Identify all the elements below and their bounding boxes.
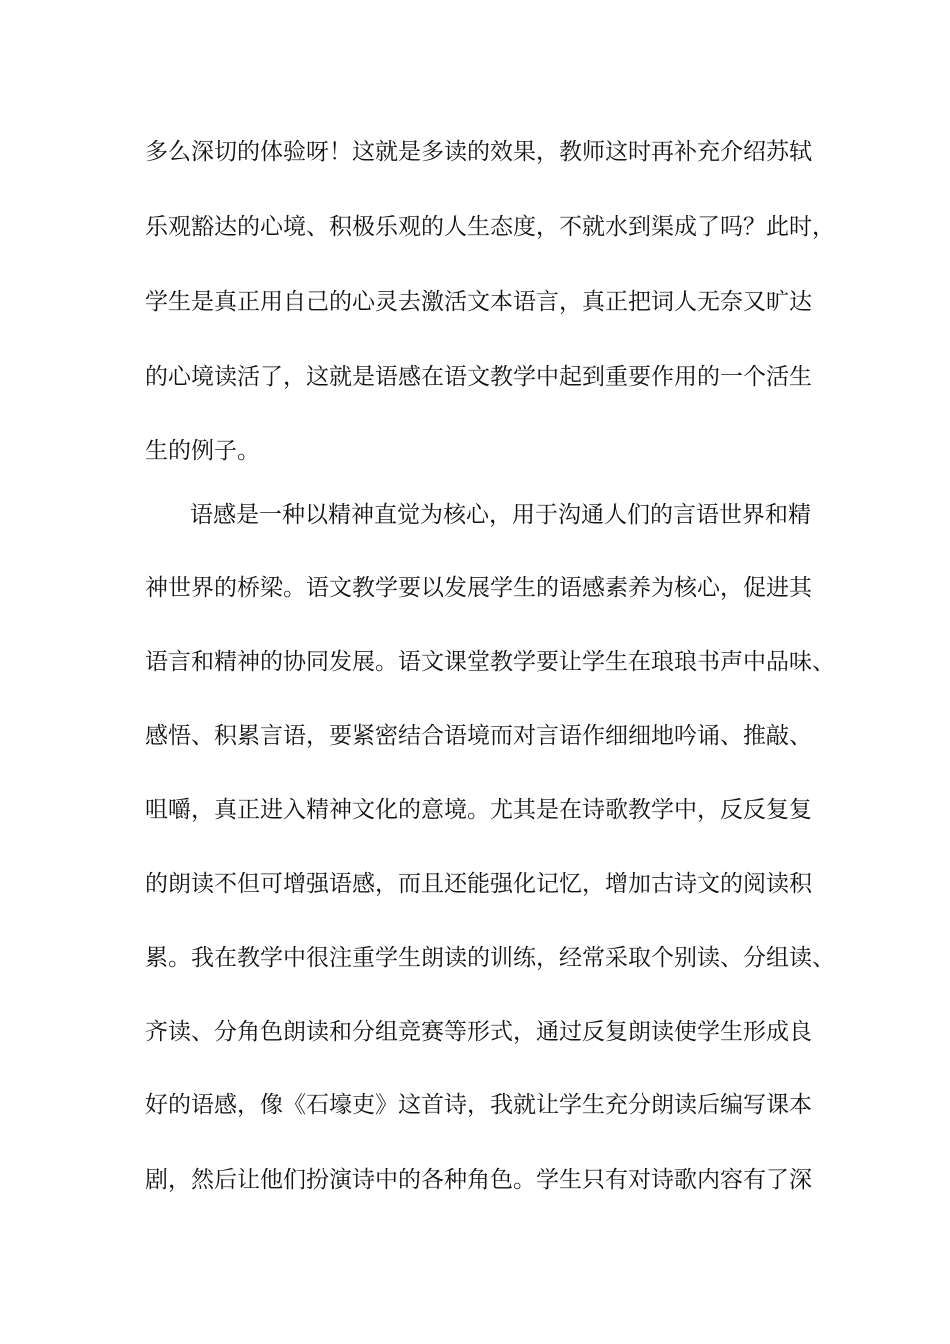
paragraph-first-line: 语感是一种以精神直觉为核心，用于沟通人们的言语世界和精	[190, 502, 811, 528]
text-line: 乐观豁达的心境、积极乐观的人生态度，不就水到渠成了吗？此时，	[145, 214, 835, 240]
text-line: 咀嚼，真正进入精神文化的意境。尤其是在诗歌教学中，反反复复	[145, 797, 812, 823]
text-line: 的朗读不但可增强语感，而且还能强化记忆，增加古诗文的阅读积	[145, 871, 812, 897]
text-line: 的心境读活了，这就是语感在语文教学中起到重要作用的一个活生	[145, 364, 812, 390]
text-line: 感悟、积累言语，要紧密结合语境而对言语作细细地吟诵、推敲、	[145, 723, 812, 749]
text-line: 好的语感，像《石壕吏》这首诗，我就让学生充分朗读后编写课本	[145, 1092, 812, 1118]
text-line: 多么深切的体验呀！这就是多读的效果，教师这时再补充介绍苏轼	[145, 139, 812, 165]
text-line: 生的例子。	[145, 438, 260, 464]
text-line: 学生是真正用自己的心灵去激活文本语言，真正把词人无奈又旷达	[145, 289, 812, 315]
text-line: 齐读、分角色朗读和分组竞赛等形式，通过反复朗读使学生形成良	[145, 1019, 812, 1045]
text-line: 语言和精神的协同发展。语文课堂教学要让学生在琅琅书声中品味、	[145, 649, 835, 675]
text-line: 神世界的桥梁。语文教学要以发展学生的语感素养为核心，促进其	[145, 575, 812, 601]
text-line: 累。我在教学中很注重学生朗读的训练，经常采取个别读、分组读、	[145, 945, 835, 971]
text-line: 剧，然后让他们扮演诗中的各种角色。学生只有对诗歌内容有了深	[145, 1167, 812, 1193]
